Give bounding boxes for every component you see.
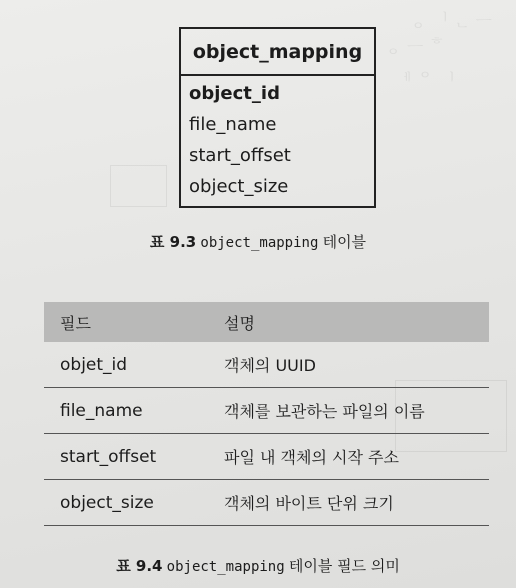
caption-code: object_mapping bbox=[200, 235, 319, 251]
entity-field-primary-key: object_id bbox=[189, 83, 280, 104]
caption-text: 테이블 필드 의미 bbox=[288, 557, 400, 575]
table-header-row bbox=[44, 302, 489, 342]
table-row bbox=[44, 434, 489, 480]
field-table bbox=[44, 302, 489, 526]
field-name-cell: object_size bbox=[60, 492, 154, 513]
bleed-through-text: ᆼ ᅳ ᄒ bbox=[385, 37, 446, 57]
field-name-cell: objet_id bbox=[60, 354, 128, 375]
table-row bbox=[44, 342, 489, 388]
entity-field: object_size bbox=[189, 176, 289, 197]
field-name-cell: file_name bbox=[60, 400, 143, 421]
entity-field: file_name bbox=[189, 114, 277, 135]
bleed-through-text: ᅦ ᄋ ᅵ bbox=[395, 71, 456, 91]
field-description-cell: 객체의 UUID bbox=[224, 356, 316, 375]
field-description-cell: 객체를 보관하는 파일의 이름 bbox=[224, 402, 425, 421]
caption-label: 표 9.3 bbox=[149, 233, 197, 251]
figure-caption-9-4 bbox=[0, 555, 516, 576]
field-name-cell: start_offset bbox=[60, 446, 157, 467]
header-field: 필드 bbox=[60, 313, 91, 333]
table-row bbox=[44, 480, 489, 526]
header-description: 설명 bbox=[224, 313, 255, 333]
field-description-cell: 객체의 바이트 단위 크기 bbox=[224, 494, 394, 513]
table-row bbox=[44, 388, 489, 434]
field-description-cell: 파일 내 객체의 시작 주소 bbox=[224, 448, 399, 467]
caption-text: 테이블 bbox=[322, 233, 367, 251]
entity-field-list bbox=[181, 76, 374, 202]
entity-title: object_mapping bbox=[181, 29, 374, 76]
entity-box bbox=[179, 27, 376, 208]
bleed-through-box bbox=[110, 165, 167, 207]
caption-code: object_mapping bbox=[166, 559, 285, 575]
figure-caption-9-3 bbox=[0, 231, 516, 252]
bleed-through-text: ᆼ ᅵ ᆫ ᅳ bbox=[410, 11, 492, 31]
caption-label: 표 9.4 bbox=[116, 557, 163, 575]
entity-field: start_offset bbox=[189, 145, 291, 166]
